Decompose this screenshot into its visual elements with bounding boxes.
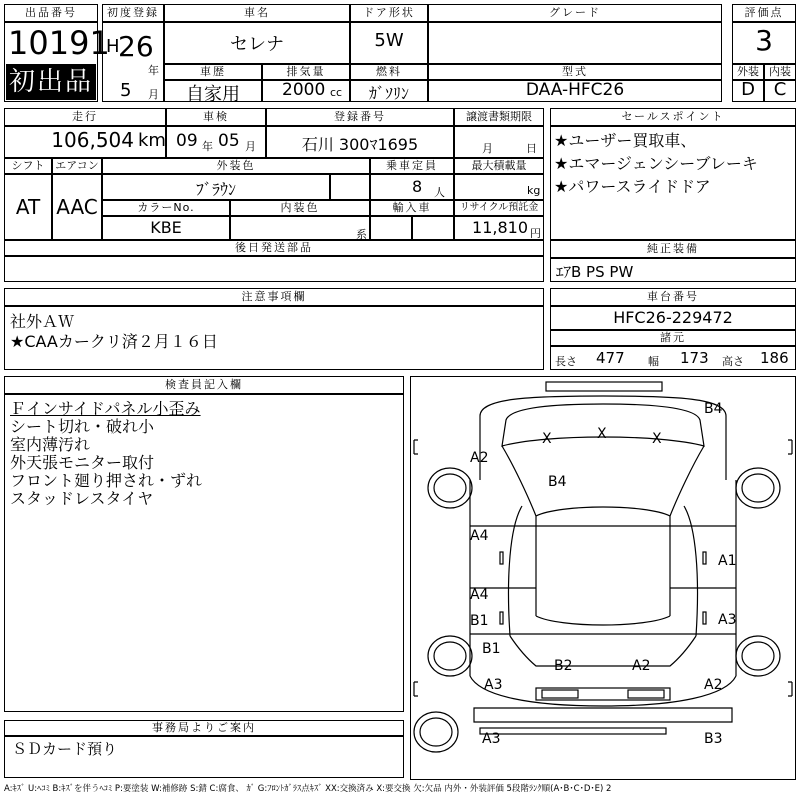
displacement-label: 排気量 bbox=[262, 64, 350, 80]
office-text: ＳＤカード預り bbox=[12, 740, 118, 758]
later-parts-box bbox=[4, 256, 544, 282]
interior-grade-label: 内装 bbox=[764, 64, 796, 80]
legend: A:ｷｽﾞ U:ﾍｺﾐ B:ｷｽﾞを伴うﾍｺﾐ P:要塗装 W:補修跡 S:錆 C:腐食、 ｶﾞ G:ﾌﾛﾝﾄｶﾞﾗｽ点ｷｽﾞ XX:交換済み X:要交換 欠:欠品 内外・外装評価 5段階ﾗﾝｸ順(A･B･C･D･E) 2 bbox=[4, 784, 612, 794]
diagram-label: A1 bbox=[718, 553, 737, 569]
exterior-color-label: 外装色 bbox=[102, 158, 370, 174]
lot-number: 10191 bbox=[8, 24, 110, 62]
transfer-month-unit: 月 bbox=[482, 142, 493, 155]
dimensions-label: 諸元 bbox=[550, 330, 796, 346]
equipment-value: ｴｱB PS PW bbox=[556, 263, 634, 281]
interior-grade-value: C bbox=[773, 79, 787, 100]
history-value: 自家用 bbox=[186, 84, 240, 105]
chassis-label: 車台番号 bbox=[550, 288, 796, 306]
wheel-rear-right-inner bbox=[742, 642, 774, 670]
month-unit: 月 bbox=[148, 88, 159, 101]
interior-color-label: 内装色 bbox=[230, 200, 370, 216]
body-sides bbox=[470, 480, 736, 676]
displacement-value: 2000 bbox=[282, 80, 326, 100]
mileage-value: 106,504 bbox=[51, 128, 134, 152]
diagram-label: X bbox=[652, 431, 662, 447]
ac-value: AAC bbox=[56, 195, 98, 219]
bottom-trim bbox=[480, 728, 666, 734]
door-handle bbox=[703, 612, 706, 624]
height-label: 高さ bbox=[722, 355, 744, 368]
door-value: 5W bbox=[374, 30, 404, 51]
plate-value: 石川 300ﾏ1695 bbox=[301, 135, 419, 154]
door-handle bbox=[703, 552, 706, 564]
load-label: 最大積載量 bbox=[454, 158, 544, 174]
first-listing-badge: 初出品 bbox=[6, 64, 96, 100]
inspection-label: 車検 bbox=[166, 108, 266, 126]
reg-year: 26 bbox=[118, 30, 154, 63]
diagram-label: X bbox=[597, 426, 607, 442]
wheel-rear-left-inner bbox=[434, 642, 466, 670]
inspection-month: 05 bbox=[218, 131, 240, 151]
diagram-label: B1 bbox=[482, 641, 501, 657]
interior-color-suffix: 系 bbox=[356, 228, 367, 241]
first-reg-label: 初度登録 bbox=[102, 4, 164, 22]
reg-month: 5 bbox=[120, 80, 132, 101]
inspection-month-unit: 月 bbox=[245, 140, 256, 153]
diagram-label: A3 bbox=[718, 612, 737, 628]
front-bumper-shape bbox=[546, 382, 662, 391]
rear-light-left bbox=[542, 690, 578, 698]
car-name: セレナ bbox=[230, 34, 284, 55]
diagram-label: A3 bbox=[482, 731, 501, 747]
rear-glass bbox=[510, 636, 696, 666]
sales-point-item: ★エマージェンシーブレーキ bbox=[554, 154, 758, 173]
width-value: 173 bbox=[680, 349, 709, 367]
diagram-label: B4 bbox=[548, 474, 567, 490]
wheel-front-left-inner bbox=[434, 474, 466, 502]
door-handle bbox=[500, 552, 503, 564]
exterior-color-value: ﾌﾞﾗｳﾝ bbox=[195, 180, 236, 199]
plate-label: 登録番号 bbox=[266, 108, 454, 126]
diagram-label: A4 bbox=[470, 587, 489, 603]
history-label: 車歴 bbox=[164, 64, 262, 80]
grade-label: グレード bbox=[428, 4, 722, 22]
interior-color-box bbox=[230, 216, 370, 240]
car-name-label: 車名 bbox=[164, 4, 350, 22]
damage-diagram bbox=[410, 376, 796, 780]
diagram-label: B3 bbox=[704, 731, 723, 747]
notes-line: ★CAAカークリ済２月１６日 bbox=[10, 332, 218, 351]
model-label: 型式 bbox=[428, 64, 722, 80]
diagram-label: A2 bbox=[632, 658, 651, 674]
notes-line: 社外ＡＷ bbox=[10, 312, 75, 331]
capacity-value: 8 bbox=[412, 177, 423, 196]
diagram-label: A2 bbox=[704, 677, 723, 693]
rear-outline bbox=[470, 676, 736, 706]
diagram-label: B1 bbox=[470, 613, 489, 629]
diagram-label: A4 bbox=[470, 528, 489, 544]
diagram-label: X bbox=[542, 431, 552, 447]
mirror-right-rear bbox=[788, 682, 792, 696]
diagram-label: B2 bbox=[554, 658, 573, 674]
inspector-line: Ｆインサイドパネル小歪み bbox=[10, 399, 201, 418]
mirror-left-front bbox=[414, 440, 418, 454]
inspector-line: 外天張モニター取付 bbox=[10, 453, 155, 472]
rating-label: 評価点 bbox=[732, 4, 796, 22]
shift-label: シフト bbox=[4, 158, 52, 174]
sales-point-item: ★ユーザー買取車、 bbox=[554, 131, 697, 150]
grade-box bbox=[428, 22, 722, 64]
diagram-label: A2 bbox=[470, 450, 489, 466]
notes-label: 注意事項欄 bbox=[4, 288, 544, 306]
height-value: 186 bbox=[760, 349, 789, 367]
color-no-value: KBE bbox=[150, 218, 182, 237]
mirror-left-rear bbox=[414, 682, 418, 696]
diagram-label: B4 bbox=[704, 401, 723, 417]
inspector-line: 室内薄汚れ bbox=[10, 435, 91, 454]
length-value: 477 bbox=[596, 349, 625, 367]
capacity-unit: 人 bbox=[434, 186, 445, 199]
recycle-value: 11,810 bbox=[472, 218, 528, 237]
pillars bbox=[502, 446, 704, 616]
capacity-label: 乗車定員 bbox=[370, 158, 454, 174]
roof-front-line bbox=[536, 507, 670, 516]
door-handle bbox=[500, 612, 503, 624]
inspector-line: シート切れ・破れ小 bbox=[10, 417, 155, 436]
import-label: 輸入車 bbox=[370, 200, 454, 216]
import-box-b bbox=[412, 216, 454, 240]
exterior-grade-value: D bbox=[741, 79, 755, 100]
year-unit: 年 bbox=[148, 64, 159, 77]
length-label: 長さ bbox=[555, 355, 577, 368]
recycle-unit: 円 bbox=[530, 227, 541, 240]
exterior-color-extra-box bbox=[330, 174, 370, 200]
chassis-value: HFC26-229472 bbox=[613, 308, 733, 327]
fuel-label: 燃料 bbox=[350, 64, 428, 80]
inspector-label: 検査員記入欄 bbox=[4, 376, 404, 394]
equipment-label: 純正装備 bbox=[550, 240, 796, 258]
roof-rear-line bbox=[536, 616, 670, 625]
model-value: DAA-HFC26 bbox=[525, 80, 625, 100]
mileage-unit: km bbox=[138, 130, 166, 151]
office-label: 事務局よりご案内 bbox=[4, 720, 404, 736]
door-label: ドア形状 bbox=[350, 4, 428, 22]
sales-points-label: セールスポイント bbox=[550, 108, 796, 126]
ac-label: エアコン bbox=[52, 158, 102, 174]
import-box-a bbox=[370, 216, 412, 240]
shift-value: AT bbox=[15, 195, 41, 219]
fuel-value: ｶﾞｿﾘﾝ bbox=[368, 84, 409, 103]
lot-number-label: 出品番号 bbox=[4, 4, 98, 22]
rear-bumper-shape bbox=[474, 708, 732, 722]
later-parts-label: 後日発送部品 bbox=[4, 240, 544, 256]
width-label: 幅 bbox=[648, 355, 659, 368]
color-no-label: カラーNo. bbox=[102, 200, 230, 216]
diagram-label: A3 bbox=[484, 677, 503, 693]
inspection-year-unit: 年 bbox=[202, 140, 213, 153]
transfer-day-unit: 日 bbox=[526, 142, 537, 155]
rear-light-right bbox=[628, 690, 664, 698]
inspection-year: 09 bbox=[176, 131, 198, 151]
exterior-grade-label: 外装 bbox=[732, 64, 764, 80]
load-unit: kg bbox=[527, 184, 541, 197]
era: H bbox=[106, 36, 120, 57]
recycle-label: リサイクル預託金 bbox=[454, 200, 544, 216]
inspector-line: スタッドレスタイヤ bbox=[10, 489, 154, 508]
spare-wheel-inner bbox=[420, 718, 452, 746]
rating-value: 3 bbox=[755, 24, 773, 57]
displacement-unit: cc bbox=[330, 86, 343, 99]
mirror-right-front bbox=[788, 440, 792, 454]
sales-point-item: ★パワースライドドア bbox=[554, 177, 711, 196]
mileage-label: 走行 bbox=[4, 108, 166, 126]
wheel-front-right-inner bbox=[742, 474, 774, 502]
inspector-line: フロント廻り押され・ずれ bbox=[10, 471, 203, 490]
transfer-label: 譲渡書類期限 bbox=[454, 108, 544, 126]
